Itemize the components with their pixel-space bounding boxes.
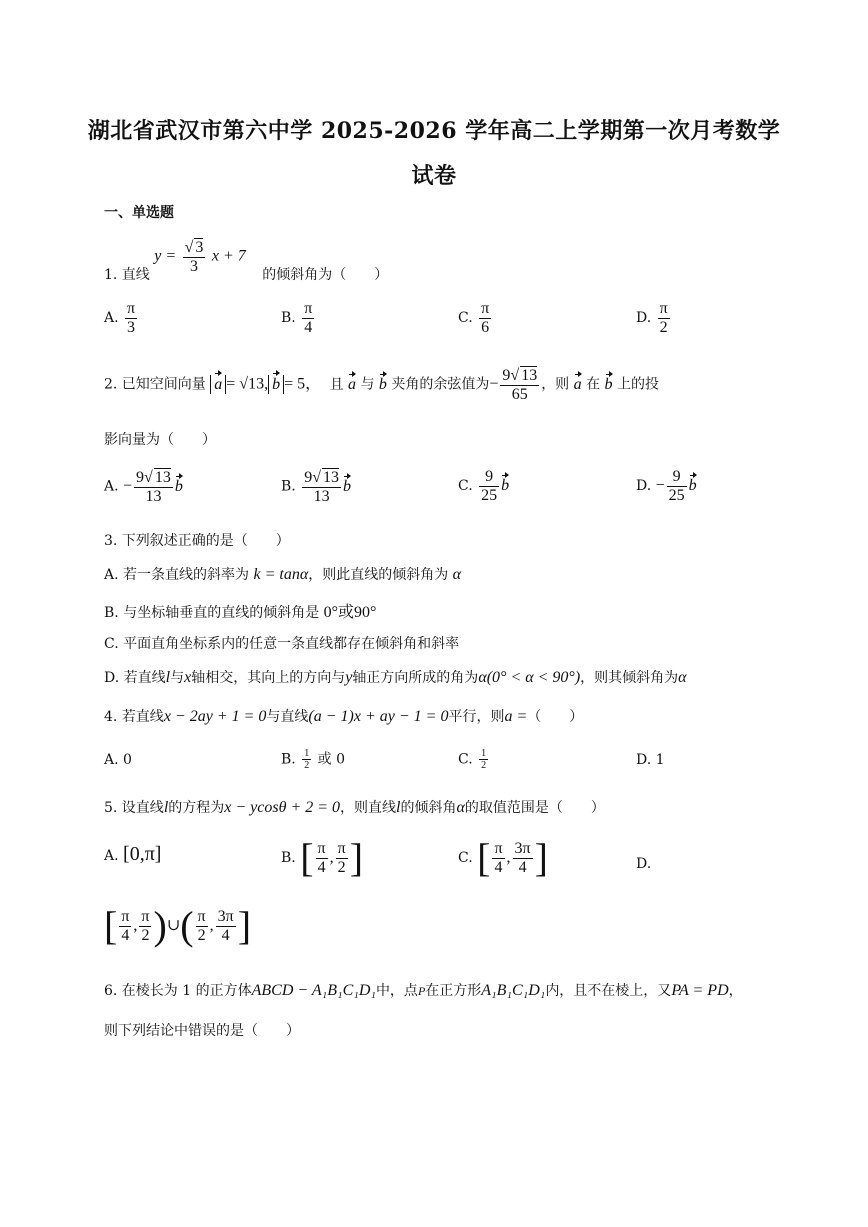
q5-d-den1: 4: [121, 926, 130, 944]
q1-rest: x + 7: [211, 247, 246, 265]
q2-b-coef: 9: [304, 469, 313, 486]
q1-b-den: 4: [304, 318, 313, 336]
q2-a-coef: 9: [136, 469, 145, 486]
q5-eq: x − ycosθ + 2 = 0: [224, 799, 341, 816]
question-5: [104, 797, 605, 817]
q2-d-sign: −: [655, 477, 665, 495]
q5-a-val: 0,π: [129, 843, 155, 865]
question-3: 3. 下列叙述正确的是（ ）: [104, 533, 290, 549]
q3-d-mid1: 与: [170, 670, 185, 686]
q6-p: P: [417, 984, 426, 998]
q4-b-label: B.: [281, 751, 296, 768]
q5-mid1: 的方程为: [168, 800, 225, 816]
q5-a-label: A.: [104, 848, 119, 864]
q3-b-text: B. 与坐标轴垂直的直线的倾斜角是: [104, 605, 320, 621]
question-2: [104, 366, 659, 403]
q5-b-num1: π: [317, 839, 326, 857]
q5-d-den3: 2: [197, 926, 206, 944]
q4-a-eq: a =: [504, 708, 528, 725]
q1-d-label: D.: [636, 310, 652, 327]
exam-title-line1: 湖北省武汉市第六中学 2025-2026 学年高二上学期第一次月考数学: [87, 118, 781, 144]
q5-c-label: C.: [458, 850, 473, 866]
q6-face: A₁B₁C₁D₁: [481, 982, 546, 999]
q4-post2: （ ）: [527, 709, 584, 725]
q2-option-b: B. $\frac{9√ 13}{13}$ b: [281, 469, 351, 505]
question-4: [104, 706, 583, 726]
q5-option-c: C. [ $\frac{\pi}{4}$ , $\frac{3\pi}{4}$ ]: [458, 835, 548, 880]
q5-b-den2: 2: [337, 858, 346, 876]
q2-neg: −: [489, 375, 499, 393]
q2-option-d: [636, 468, 697, 504]
q3-option-c: C. 平面直角坐标系内的任意一条直线都存在倾斜角和斜率: [104, 636, 460, 652]
q4-post1: 平行，则: [448, 709, 505, 725]
q5-b-den1: 4: [317, 858, 326, 876]
q2-a-val: = √13,: [226, 375, 269, 393]
q1-c-label: C.: [458, 310, 473, 327]
q5-l: l: [163, 799, 169, 816]
q1-root: 3: [195, 239, 204, 256]
q5-b-label: B.: [281, 850, 296, 866]
q2-cos-den: 65: [511, 385, 528, 403]
q2-vec-b-2: b: [378, 375, 387, 393]
q5-c-den1: 4: [494, 858, 503, 876]
q3-d-pre: D. 若直线: [104, 670, 166, 686]
q2-d-label: D.: [636, 478, 652, 495]
q1-d-num: π: [659, 300, 668, 317]
q2-cos-text: 夹角的余弦值为: [391, 376, 490, 393]
q1-b-label: B.: [281, 310, 296, 327]
q2-vec-a: a: [214, 375, 223, 393]
q5-b-num2: π: [337, 839, 346, 857]
q1-b-num: π: [304, 300, 313, 317]
q5-d-num2: π: [141, 907, 150, 925]
q3-a-alpha: α: [452, 566, 462, 583]
q1-option-d: [636, 300, 672, 336]
q3-d-mid2: 轴相交，其向上的方向与: [191, 670, 346, 686]
q2-c-den: 25: [481, 486, 498, 504]
q1-a-label: A.: [104, 310, 119, 327]
q5-option-d-label: D.: [636, 856, 652, 872]
q3-d-math: α(0° < α < 90°): [478, 669, 581, 686]
q3-d-x: x: [184, 669, 192, 686]
q4-b-den: 2: [304, 760, 310, 771]
q3-b-math: 0°或90°: [323, 604, 377, 621]
q1-option-b: [281, 300, 316, 336]
q5-d-den4: 4: [221, 926, 230, 944]
section-heading: 一、单选题: [104, 205, 174, 221]
q3-a-math: k = tanα: [253, 566, 309, 583]
q4-option-b: [281, 748, 345, 771]
q3-a-post: ，则此直线的倾斜角为: [308, 567, 449, 583]
q5-mid3: 的倾斜角: [400, 800, 457, 816]
q2-line2: 影向量为（ ）: [104, 432, 216, 448]
q4-eq1: x − 2ay + 1 = 0: [163, 708, 267, 725]
q4-c-num: 1: [481, 748, 487, 759]
q3-d-alpha: α: [678, 669, 687, 686]
q5-alpha: α: [456, 799, 465, 816]
q2-d-den: 25: [668, 486, 685, 504]
q1-c-den: 6: [481, 318, 490, 336]
q2-d-num: 9: [667, 468, 687, 487]
q5-c-num1: π: [494, 839, 503, 857]
q1-den: 3: [190, 257, 199, 275]
q2-b-val: = 5，: [284, 375, 322, 393]
q5-c-num2: 3π: [514, 839, 531, 857]
q1-suffix: 的倾斜角为（ ）: [262, 266, 389, 283]
q2-a-label: A.: [104, 478, 119, 495]
q2-c-label: C.: [458, 478, 473, 495]
q4-mid: 与直线: [266, 709, 309, 725]
q3-d-mid3: 轴正方向所成的角为: [352, 670, 479, 686]
q2-prefix: 2. 已知空间向量: [104, 376, 206, 393]
q4-c-label: C.: [458, 751, 473, 768]
q4-b-post: 或 0: [317, 751, 346, 768]
q5-d-num1: π: [121, 907, 130, 925]
q4-c-den: 2: [481, 760, 487, 771]
question-1: [104, 238, 388, 284]
q6-cube: ABCD − A₁B₁C₁D₁: [251, 982, 376, 999]
q2-c-num: 9: [479, 468, 499, 487]
q1-fraction: $\frac{√ 3}{3}$: [184, 239, 204, 275]
q2-b-label: B.: [281, 478, 296, 495]
q5-option-b: B. [ $\frac{\pi}{4}$ , $\frac{\pi}{2}$ ]: [281, 835, 364, 880]
q2-b-den: 13: [313, 487, 330, 505]
q6-mid1: 中，点: [375, 983, 418, 999]
q6-mid3: 内，且不在棱上，又: [545, 983, 672, 999]
q1-d-den: 2: [659, 318, 668, 336]
q3-d-post: ，则其倾斜角为: [580, 670, 679, 686]
q2-vec-b-3: b: [604, 375, 613, 393]
q1-c-num: π: [481, 300, 490, 317]
q6-eq: PA = PD: [671, 982, 729, 999]
q5-option-d: [ $\frac{\pi}{4}$ , $\frac{\pi}{2}$ )∪( $\frac{\pi}{2}$ , $\frac{3\pi}{4}$ ]: [104, 903, 252, 948]
q2-then: ，则: [541, 376, 570, 393]
q4-option-d: D. 1: [636, 752, 665, 768]
q5-option-a: A. [0,π]: [104, 843, 162, 865]
q5-mid2: ，则直线: [340, 800, 397, 816]
q4-option-a: A. 0: [104, 752, 132, 768]
q2-b-root: 13: [322, 469, 339, 486]
q2-a-sign: −: [123, 477, 133, 495]
q1-a-num: π: [127, 300, 136, 317]
q2-option-c: [458, 468, 509, 504]
q1-option-a: [104, 300, 139, 336]
q4-eq2: (a − 1)x + ay − 1 = 0: [308, 708, 449, 725]
q2-b-vec-b: b: [342, 477, 351, 495]
q1-eq-y: y =: [154, 247, 177, 265]
q3-option-a: [104, 564, 461, 584]
q1-prefix: 1. 直线: [104, 266, 150, 283]
q2-vec-a-2: a: [348, 375, 357, 393]
q6-mid2: 在正方形: [425, 983, 482, 999]
q3-d-l: l: [165, 669, 171, 686]
q5-d-den2: 2: [141, 926, 150, 944]
q2-cos-root: 13: [521, 367, 538, 384]
q5-d-num4: 3π: [217, 907, 234, 925]
q2-on: 在: [586, 376, 601, 393]
q4-pre: 4. 若直线: [104, 709, 164, 725]
q3-option-d: [104, 667, 687, 687]
q3-d-y: y: [345, 669, 353, 686]
q5-pre: 5. 设直线: [104, 800, 164, 816]
q2-cos-coef: 9: [502, 367, 511, 384]
q2-and: 与: [360, 376, 375, 393]
q1-a-den: 3: [127, 318, 136, 336]
q2-option-a: A. − $\frac{9√ 13}{13}$ b: [104, 469, 183, 505]
exam-title-line2: 试卷: [411, 163, 457, 189]
q3-option-b: [104, 599, 376, 622]
q4-b-num: 1: [304, 748, 310, 759]
q6-line2: 则下列结论中错误的是（ ）: [104, 1023, 300, 1039]
q5-c-den2: 4: [518, 858, 527, 876]
q2-cos-fraction: $\frac{9√ 13}{65}$: [502, 367, 538, 403]
q2-d-vec-b: b: [688, 477, 697, 495]
q6-pre: 6. 在棱长为 1 的正方体: [104, 983, 252, 999]
q2-vec-a-3: a: [573, 375, 582, 393]
q2-proj: 上的投: [617, 376, 659, 393]
q2-a-vec-b: b: [174, 477, 183, 495]
q2-mid: 且: [329, 376, 344, 393]
q2-vec-b: b: [272, 375, 281, 393]
question-6: [104, 980, 743, 1000]
q5-d-num3: π: [197, 907, 206, 925]
q3-a-pre: A. 若一条直线的斜率为: [104, 567, 250, 583]
q5-post: 的取值范围是（ ）: [464, 800, 605, 816]
q6-post: ，: [728, 983, 743, 999]
q5-l-2: l: [396, 799, 401, 816]
q2-c-vec-b: b: [501, 477, 510, 495]
q2-a-den: 13: [145, 487, 162, 505]
q1-option-c: [458, 300, 493, 336]
q4-option-c: [458, 748, 490, 771]
q5-d-cup: ∪: [166, 917, 181, 934]
q2-a-root: 13: [154, 469, 171, 486]
